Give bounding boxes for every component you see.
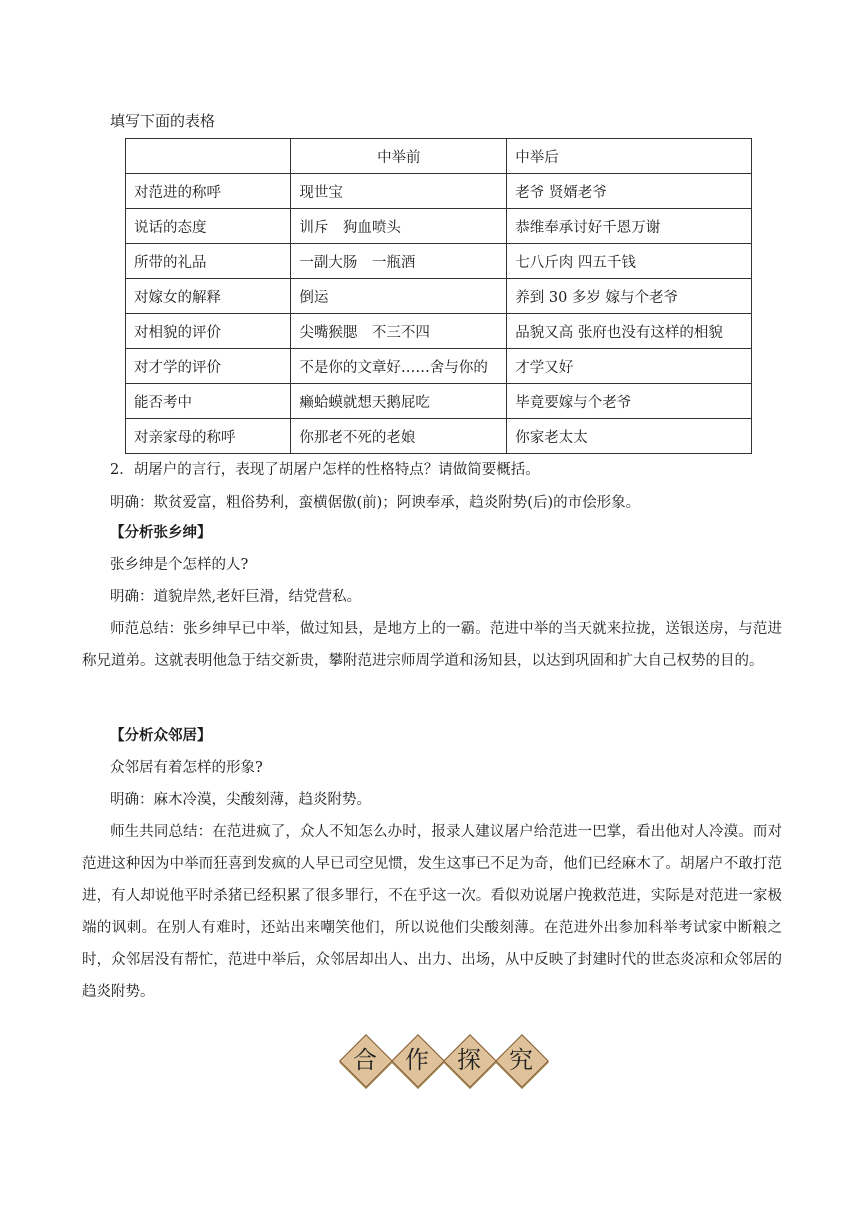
section-answer: 明确：道貌岸然,老奸巨滑，结党营私。 [110, 589, 362, 605]
section-heading: 【分析张乡绅】 [110, 524, 212, 541]
section-question: 众邻居有着怎样的形象? [110, 760, 263, 776]
row-label-cell: 能否考中 [126, 384, 291, 419]
section-heading: 【分析众邻居】 [110, 727, 212, 744]
before-cell: 不是你的文章好……舍与你的 [291, 349, 507, 384]
row-label-cell: 对范进的称呼 [126, 174, 291, 209]
after-cell: 七八斤肉 四五千钱 [507, 244, 752, 279]
before-cell: 现世宝 [291, 174, 507, 209]
table-row [126, 349, 752, 384]
question-2: 2．胡屠户的言行，表现了胡屠户怎样的性格特点？请做简要概括。 [110, 462, 540, 478]
cooperative-inquiry-banner [340, 1031, 546, 1089]
header-cell-empty [126, 139, 291, 174]
banner-char: 作 [405, 1046, 429, 1074]
before-cell: 尖嘴猴腮 不三不四 [291, 314, 507, 349]
row-label-cell: 说话的态度 [126, 209, 291, 244]
table-row [126, 419, 752, 454]
after-cell: 毕竟要嫁与个老爷 [507, 384, 752, 419]
header-cell-after: 中举后 [507, 139, 752, 174]
after-cell: 品貌又高 张府也没有这样的相貌 [507, 314, 752, 349]
section-question: 张乡绅是个怎样的人? [110, 557, 249, 573]
before-cell: 倒运 [291, 279, 507, 314]
comparison-table [125, 138, 752, 454]
after-cell: 才学又好 [507, 349, 752, 384]
after-cell: 老爷 贤婿老爷 [507, 174, 752, 209]
before-cell: 一副大肠 一瓶酒 [291, 244, 507, 279]
table-row [126, 384, 752, 419]
section-summary: 师生共同总结：在范进疯了，众人不知怎么办时，报录人建议屠户给范进一巴掌，看出他对人冷漠。而对范进这种因为中举而狂喜到发疯的人早已司空见惯，发生这事已不足为奇，他们已经麻木了。胡屠户不敢打范进，有人却说他平时杀猪已经积累了很多罪行，不在乎这一次。看似劝说屠户挽救范进，实际是对范进一家极端的讽刺。在别人有难时，还站出来嘲笑他们，所以说他们尖酸刻薄。在范进外出参加科举考试家中断粮之时，众邻居没有帮忙，范进中举后，众邻居却出人、出力、出场，从中反映了封建时代的世态炎凉和众邻居的趋炎附势。 [82, 824, 782, 1000]
before-cell: 训斥 狗血喷头 [291, 209, 507, 244]
header-cell-before: 中举前 [291, 139, 507, 174]
banner-diamond [496, 1035, 546, 1085]
before-cell: 癞蛤蟆就想天鹅屁吃 [291, 384, 507, 419]
row-label-cell: 对相貌的评价 [126, 314, 291, 349]
table-header-row [126, 139, 752, 174]
question-2-answer: 明确：欺贫爱富，粗俗势利，蛮横倨傲(前)；阿谀奉承，趋炎附势(后)的市侩形象。 [110, 495, 641, 511]
table-row [126, 174, 752, 209]
before-cell: 你那老不死的老娘 [291, 419, 507, 454]
section-answer: 明确：麻木冷漠，尖酸刻薄，趋炎附势。 [110, 792, 371, 808]
banner-char: 合 [353, 1046, 377, 1074]
row-label-cell: 对才学的评价 [126, 349, 291, 384]
section-neighbors [82, 720, 782, 1008]
section-summary: 师范总结：张乡绅早已中举，做过知县，是地方上的一霸。范进中举的当天就来拉拢，送银送房，与范进称兄道弟。这就表明他急于结交新贵，攀附范进宗师周学道和汤知县，以达到巩固和扩大自己权势的目的。 [82, 621, 782, 669]
banner-diamond [340, 1035, 390, 1085]
after-cell: 养到 30 多岁 嫁与个老爷 [507, 279, 752, 314]
section-zhang-xiangshen [82, 517, 782, 677]
table-body [126, 174, 752, 454]
after-cell: 恭维奉承讨好千恩万谢 [507, 209, 752, 244]
banner-diamond [392, 1035, 442, 1085]
after-cell: 你家老太太 [507, 419, 752, 454]
table-row [126, 279, 752, 314]
table-row [126, 209, 752, 244]
banner-diamond [444, 1035, 494, 1085]
table-row [126, 314, 752, 349]
row-label-cell: 所带的礼品 [126, 244, 291, 279]
table-intro: 填写下面的表格 [110, 112, 216, 130]
banner-char: 探 [457, 1046, 481, 1074]
table-row [126, 244, 752, 279]
banner-char: 究 [509, 1046, 533, 1074]
row-label-cell: 对亲家母的称呼 [126, 419, 291, 454]
row-label-cell: 对嫁女的解释 [126, 279, 291, 314]
